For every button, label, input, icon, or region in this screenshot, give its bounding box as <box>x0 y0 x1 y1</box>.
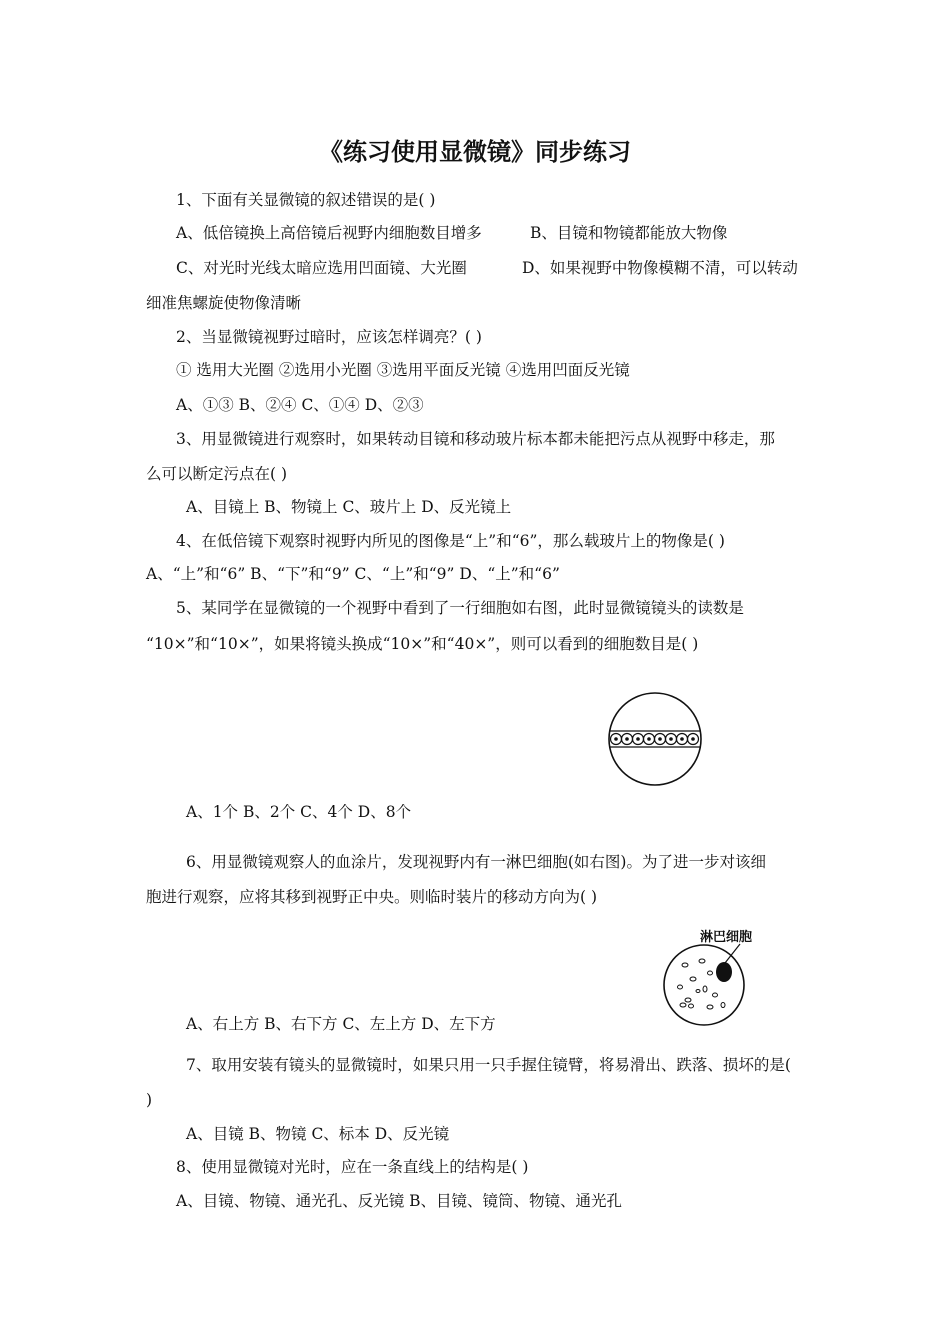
smear-view-circle <box>664 945 744 1025</box>
q1-option-d-cont: 细准焦螺旋使物像清晰 <box>146 294 302 312</box>
q6-stem-cont: 胞进行观察，应将其移到视野正中央。则临时装片的移动方向为( ) <box>146 888 598 906</box>
q4-options: A、“上”和“6” B、“下”和“9” C、“上”和“9” D、“上”和“6” <box>146 565 560 583</box>
q1-stem: 1、下面有关显微镜的叙述错误的是( ) <box>176 191 436 209</box>
cell-nucleus <box>636 737 640 741</box>
q5-stem: 5、某同学在显微镜的一个视野中看到了一行细胞如右图，此时显微镜镜头的读数是 <box>176 599 744 617</box>
red-cell <box>680 1003 686 1007</box>
lymphocyte-label: 淋巴细胞 <box>700 930 753 945</box>
q1-option-b: B、目镜和物镜都能放大物像 <box>530 224 728 242</box>
lymphocyte-cell <box>716 962 732 982</box>
cell-nucleus <box>647 737 651 741</box>
cell-row-figure <box>606 690 704 788</box>
red-cell <box>707 1005 713 1009</box>
red-cell <box>713 993 718 997</box>
q6-options: A、右上方 B、右下方 C、左上方 D、左下方 <box>186 1015 496 1033</box>
q3-stem: 3、用显微镜进行观察时，如果转动目镜和移动玻片标本都未能把污点从视野中移走，那 <box>176 430 775 448</box>
cell-nucleus <box>625 737 629 741</box>
q1-option-d: D、如果视野中物像模糊不清，可以转动 <box>522 259 798 277</box>
cell-nucleus <box>680 737 684 741</box>
q5-stem-cont: “10×”和“10×”，如果将镜头换成“10×”和“40×”，则可以看到的细胞数目是( ) <box>146 635 699 653</box>
q2-items: ① 选用大光圈 ②选用小光圈 ③选用平面反光镜 ④选用凹面反光镜 <box>176 361 630 379</box>
q7-options: A、目镜 B、物镜 C、标本 D、反光镜 <box>186 1125 450 1143</box>
q1-option-a: A、低倍镜换上高倍镜后视野内细胞数目增多 <box>176 224 482 242</box>
label-pointer-line <box>725 944 740 963</box>
q5-options: A、1个 B、2个 C、4个 D、8个 <box>186 803 412 821</box>
q2-stem: 2、当显微镜视野过暗时，应该怎样调亮？( ) <box>176 328 482 346</box>
q7-stem: 7、取用安装有镜头的显微镜时，如果只用一只手握住镜臂，将易滑出、跌落、损坏的是( <box>186 1056 791 1074</box>
q8-options: A、目镜、物镜、通光孔、反光镜 B、目镜、镜筒、物镜、通光孔 <box>176 1192 623 1210</box>
cell-nucleus <box>658 737 662 741</box>
cell-nucleus <box>691 737 695 741</box>
q8-stem: 8、使用显微镜对光时，应在一条直线上的结构是( ) <box>176 1158 529 1176</box>
cell-nucleus <box>669 737 673 741</box>
q6-stem: 6、用显微镜观察人的血涂片，发现视野内有一淋巴细胞(如右图)。为了进一步对该细 <box>186 853 766 871</box>
red-cell <box>678 985 683 989</box>
cell-row <box>611 734 699 745</box>
cell-nucleus <box>614 737 618 741</box>
q1-option-c: C、对光时光线太暗应选用凹面镜、大光圈 <box>176 259 467 277</box>
red-cell <box>690 977 696 981</box>
red-cell <box>699 959 705 963</box>
red-cell <box>703 986 707 992</box>
red-cell <box>685 998 691 1002</box>
page-title: 《练习使用显微镜》同步练习 <box>319 138 631 166</box>
red-cell <box>708 971 713 975</box>
red-cell <box>682 963 688 967</box>
q3-options: A、目镜上 B、物镜上 C、玻片上 D、反光镜上 <box>186 498 512 516</box>
q3-stem-cont: 么可以断定污点在( ) <box>146 465 288 483</box>
red-cell <box>696 990 700 993</box>
blood-smear-figure <box>655 943 755 1028</box>
q4-stem: 4、在低倍镜下观察时视野内所见的图像是“上”和“6”，那么载玻片上的物像是( ) <box>176 532 725 550</box>
q2-options: A、①③ B、②④ C、①④ D、②③ <box>176 396 424 414</box>
q7-stem-cont: ) <box>146 1091 153 1109</box>
red-cell <box>689 1004 694 1008</box>
red-cell <box>721 1003 725 1008</box>
